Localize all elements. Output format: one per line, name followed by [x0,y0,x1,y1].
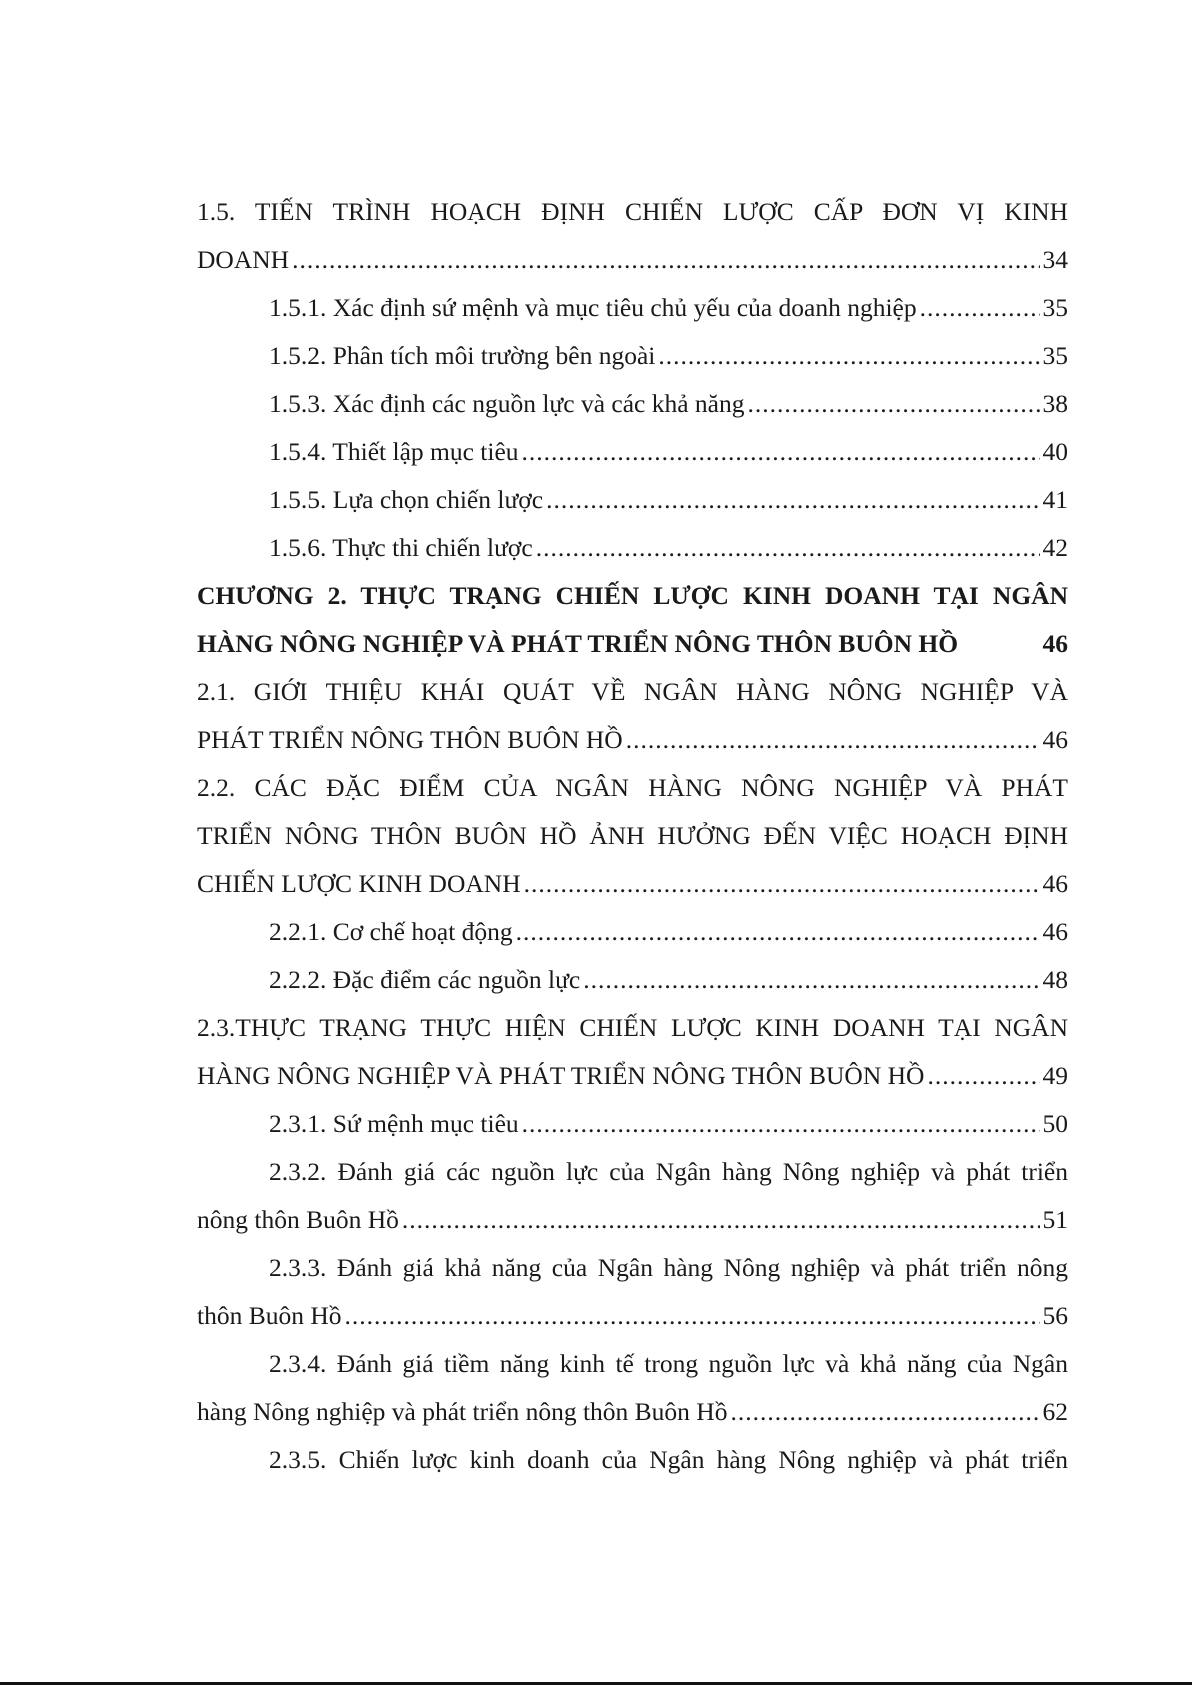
toc-entry-title-line: 2.3.THỰC TRẠNG THỰC HIỆN CHIẾN LƯỢC KINH DOANH TẠI NGÂN [197,1013,1068,1042]
toc-entry-2-3-2[interactable] [197,1148,1068,1244]
toc-entry-1-5-2[interactable] [197,332,1068,380]
toc-page-number: 46 [1042,869,1068,898]
toc-page-number: 38 [1042,389,1068,418]
toc-entry-2-2[interactable] [197,764,1068,908]
toc-page-number: 56 [1042,1301,1068,1330]
toc-entry-2-3-4[interactable] [197,1340,1068,1436]
dot-leader [658,332,1039,380]
toc-entry-1-5[interactable] [197,188,1068,284]
toc-entry-title: HÀNG NÔNG NGHIỆP VÀ PHÁT TRIỂN NÔNG THÔN BUÔN HỒ [197,1061,925,1090]
toc-entry-title-line: 2.3.4. Đánh giá tiềm năng kinh tế trong nguồn lực và khả năng của Ngân [269,1349,1068,1378]
dot-leader [345,1292,1040,1340]
toc-entry-1-5-4[interactable] [197,428,1068,476]
toc-entry-title-line: 2.3.5. Chiến lược kinh doanh của Ngân hàng Nông nghiệp và phát triển [269,1445,1068,1474]
toc-entry-chapter-2[interactable] [197,572,1068,668]
dot-leader [524,860,1040,908]
toc-entry-title-line: TRIỂN NÔNG THÔN BUÔN HỒ ẢNH HƯỞNG ĐẾN VIỆC HOẠCH ĐỊNH [197,821,1068,850]
toc-page-number: 46 [1042,629,1068,658]
toc-entry-title: 1.5.5. Lựa chọn chiến lược [269,485,544,514]
toc-page-number: 51 [1042,1205,1068,1234]
toc-entry-1-5-5[interactable] [197,476,1068,524]
dot-leader [516,908,1040,956]
toc-entry-title: 2.2.1. Cơ chế hoạt động [269,917,513,946]
dot-leader [747,380,1039,428]
toc-entry-title-line: 2.3.2. Đánh giá các nguồn lực của Ngân hàng Nông nghiệp và phát triển [269,1157,1068,1186]
toc-page-number: 40 [1042,437,1068,466]
dot-leader [730,1388,1039,1436]
toc-page-number: 62 [1042,1397,1068,1426]
toc-page-number: 50 [1042,1109,1068,1138]
toc-entry-title: nông thôn Buôn Hồ [197,1205,399,1234]
dot-leader [583,956,1039,1004]
toc-entry-title: 1.5.1. Xác định sứ mệnh và mục tiêu chủ yếu của doanh nghiệp [269,293,917,322]
toc-page-number: 48 [1042,965,1068,994]
dot-leader [536,524,1040,572]
dot-leader [920,284,1040,332]
toc-entry-2-3-1[interactable] [197,1100,1068,1148]
toc-entry-title-line: 2.3.3. Đánh giá khả năng của Ngân hàng Nông nghiệp và phát triển nông [269,1253,1068,1282]
toc-entry-title: 1.5.3. Xác định các nguồn lực và các khả năng [269,389,745,418]
toc-entry-2-1[interactable] [197,668,1068,764]
toc-entry-title-line: 1.5. TIẾN TRÌNH HOẠCH ĐỊNH CHIẾN LƯỢC CẤP ĐƠN VỊ KINH [197,197,1068,226]
dot-leader [546,476,1039,524]
toc-entry-title: DOANH [197,245,290,274]
toc-entry-2-2-2[interactable] [197,956,1068,1004]
toc-entry-title: PHÁT TRIỂN NÔNG THÔN BUÔN HỒ [197,725,623,754]
dot-leader [522,1100,1040,1148]
toc-entry-title: CHIẾN LƯỢC KINH DOANH [197,869,521,898]
toc-page-number: 46 [1042,917,1068,946]
toc-entry-title: 2.3.1. Sứ mệnh mục tiêu [269,1109,519,1138]
toc-entry-1-5-1[interactable] [197,284,1068,332]
toc-entry-title-line: 2.2. CÁC ĐẶC ĐIỂM CỦA NGÂN HÀNG NÔNG NGHIỆP VÀ PHÁT [197,773,1068,802]
toc-entry-2-2-1[interactable] [197,908,1068,956]
toc-entry-title-line: CHƯƠNG 2. THỰC TRẠNG CHIẾN LƯỢC KINH DOANH TẠI NGÂN [197,581,1068,610]
toc-entry-title: 1.5.2. Phân tích môi trường bên ngoài [269,341,656,370]
toc-entry-title: 1.5.4. Thiết lập mục tiêu [269,437,519,466]
toc-page-number: 34 [1042,245,1068,274]
toc-entry-1-5-3[interactable] [197,380,1068,428]
toc-entry-title: 1.5.6. Thực thi chiến lược [269,533,533,562]
toc-entry-title-line: 2.1. GIỚI THIỆU KHÁI QUÁT VỀ NGÂN HÀNG NÔNG NGHIỆP VÀ [197,677,1068,706]
toc-entry-2-3-3[interactable] [197,1244,1068,1340]
toc-entry-title: HÀNG NÔNG NGHIỆP VÀ PHÁT TRIỂN NÔNG THÔN BUÔN HỒ [197,629,959,658]
dot-leader [522,428,1040,476]
toc-entry-2-3[interactable] [197,1004,1068,1100]
dot-leader [292,236,1039,284]
toc-page-number: 49 [1042,1061,1068,1090]
toc-entry-title: hàng Nông nghiệp và phát triển nông thôn Buôn Hồ [197,1397,728,1426]
toc-entry-title: thôn Buôn Hồ [197,1301,342,1330]
toc-entry-title: 2.2.2. Đặc điểm các nguồn lực [269,965,581,994]
table-of-contents [197,188,1068,1484]
toc-page-number: 35 [1042,341,1068,370]
dot-leader [626,716,1040,764]
toc-entry-2-3-5[interactable] [197,1436,1068,1484]
toc-page-number: 41 [1042,485,1068,514]
toc-page-number: 42 [1042,533,1068,562]
toc-page-number: 35 [1042,293,1068,322]
toc-page-number: 46 [1042,725,1068,754]
dot-leader [927,1052,1039,1100]
toc-entry-1-5-6[interactable] [197,524,1068,572]
dot-leader [402,1196,1040,1244]
